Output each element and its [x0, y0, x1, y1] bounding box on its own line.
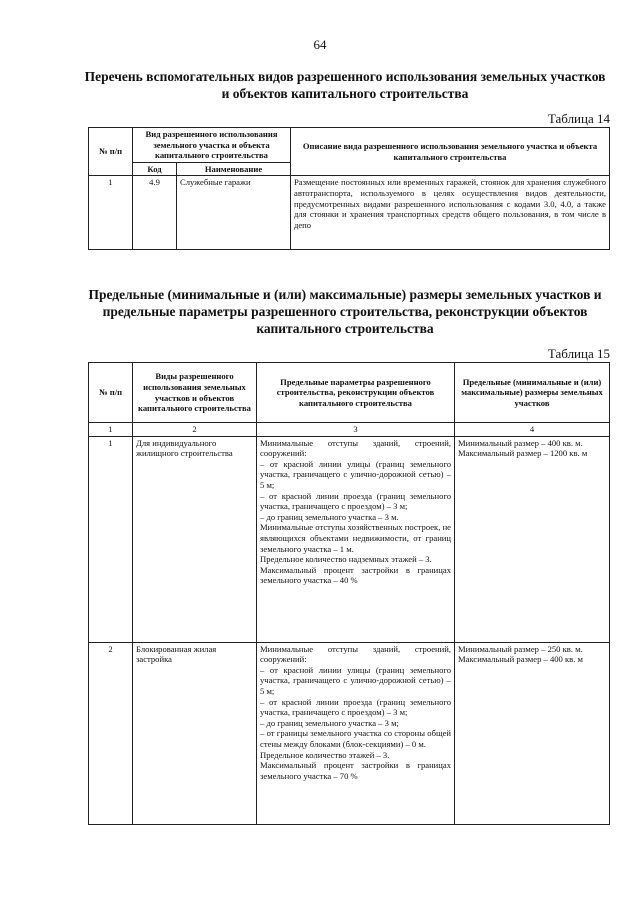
- t14-head-code: Код: [133, 162, 177, 176]
- row-num: 2: [89, 642, 133, 824]
- table15-caption: Таблица 15: [547, 346, 610, 361]
- size-line: Минимальный размер – 400 кв. м.: [458, 437, 583, 448]
- size-line: Минимальный размер – 250 кв. м.: [458, 643, 583, 654]
- t15-head-num: № п/п: [89, 363, 133, 423]
- param-line: – до границ земельного участка – 3 м.: [260, 511, 399, 522]
- row-kind: Блокированная жилая застройка: [133, 642, 257, 824]
- param-line: Минимальные отступы зданий, строений, сооружений:: [260, 643, 451, 665]
- t14-num: 1: [89, 176, 133, 250]
- row-num: 1: [89, 436, 133, 642]
- param-line: – до границ земельного участка – 3 м;: [260, 717, 399, 728]
- param-line: – от красной линии проезда (границ земельного участка, граничащего с проездом) – 3 м;: [260, 696, 451, 718]
- param-line: Максимальный процент застройки в границах земельного участка – 40 %: [260, 564, 451, 586]
- page-number: 64: [313, 37, 327, 52]
- t14-head-num: № п/п: [89, 128, 133, 176]
- table14-heading: Перечень вспомогательных видов разрешенного использования земельных участков и объектов капитального строительства: [84, 69, 606, 101]
- col-num: 3: [257, 423, 455, 437]
- t14-head-desc: Описание вида разрешенного использования земельного участка и объекта капитального строительства: [291, 128, 610, 176]
- param-line: Максимальный процент застройки в границах земельного участка – 70 %: [260, 760, 451, 781]
- col-num: 2: [133, 423, 257, 437]
- t14-head-kind: Вид разрешенного использования земельного участка и объекта капитального строительства: [133, 128, 291, 163]
- row-params: [257, 436, 455, 642]
- table14-caption: Таблица 14: [547, 111, 610, 126]
- param-line: Минимальные отступы хозяйственных построек, не являющихся объектами недвижимости, от границ земельного участка – 1 м.: [260, 522, 451, 554]
- t14-code: 4.9: [133, 176, 177, 250]
- t14-desc: Размещение постоянных или временных гаражей, стоянок для хранения служебного автотранспорта, используемого в целях осуществления видов деятельности, предусмотренных видами разрешенного использования с кодами 3.0, 4.0, а также для стоянки и хранения транспортных средств общего пользования, в том числе в депо: [291, 176, 610, 250]
- row-sizes: [455, 436, 610, 642]
- row-kind: Для индивидуального жилищного строительства: [133, 436, 257, 642]
- param-line: Предельное количество надземных этажей – 3.: [260, 554, 432, 565]
- size-line: Максимальный размер – 400 кв. м: [458, 654, 583, 665]
- table15-heading: Предельные (минимальные и (или) максимальные) размеры земельных участков и предельные параметры разрешенного строительства, реконструкции объектов капитального строительства: [88, 287, 602, 336]
- col-num: 1: [89, 423, 133, 437]
- table14: [88, 127, 610, 250]
- table-row: [89, 642, 610, 824]
- param-line: Предельное количество этажей – 3.: [260, 749, 390, 760]
- t15-head-params: Предельные параметры разрешенного строительства, реконструкции объектов капитального строительства: [257, 363, 455, 423]
- param-line: – от красной линии улицы (границ земельного участка, граничащего с улично-дорожной сетью) – 5 м;: [260, 458, 451, 490]
- t15-head-sizes: Предельные (минимальные и (или) максимальные) размеры земельных участков: [455, 363, 610, 423]
- param-line: Минимальные отступы зданий, строений, сооружений:: [260, 437, 451, 459]
- row-params: [257, 642, 455, 824]
- table-row: [89, 176, 610, 250]
- row-sizes: [455, 642, 610, 824]
- t15-head-kind: Виды разрешенного использования земельных участков и объектов капитального строительства: [133, 363, 257, 423]
- table15: [88, 362, 610, 825]
- t14-head-name: Наименование: [177, 162, 291, 176]
- col-num: 4: [455, 423, 610, 437]
- param-line: – от красной линии проезда (границ земельного участка, граничащего с проездом) – 3 м;: [260, 490, 451, 512]
- param-line: – от границы земельного участка со стороны общей стены между блоками (блок-секциями) – 0 м.: [260, 728, 451, 749]
- table-row: [89, 436, 610, 642]
- size-line: Максимальный размер – 1200 кв. м: [458, 448, 588, 459]
- param-line: – от красной линии улицы (границ земельного участка, граничащего с улично-дорожной сетью) – 5 м;: [260, 664, 451, 696]
- t14-name: Служебные гаражи: [177, 176, 291, 250]
